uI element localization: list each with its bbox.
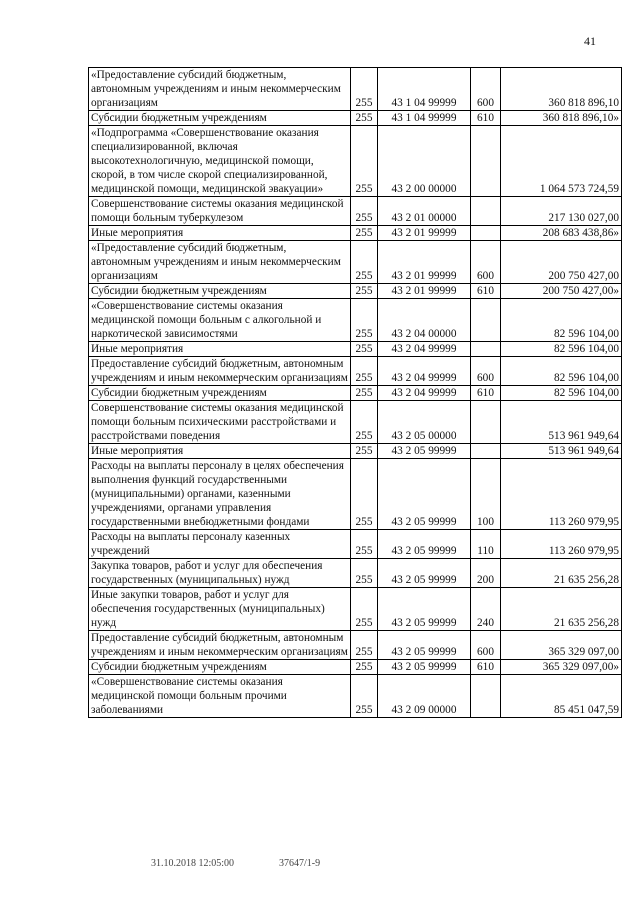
table-row bbox=[89, 68, 622, 111]
table-row bbox=[89, 342, 622, 357]
cell-name: Субсидии бюджетным учреждениям bbox=[89, 386, 351, 401]
table-row bbox=[89, 401, 622, 444]
cell-target-article: 43 2 01 99999 bbox=[378, 241, 471, 284]
cell-ministry-code: 255 bbox=[351, 68, 378, 111]
table-row bbox=[89, 444, 622, 459]
cell-ministry-code: 255 bbox=[351, 111, 378, 126]
cell-target-article: 43 2 05 99999 bbox=[378, 530, 471, 559]
cell-name: Субсидии бюджетным учреждениям bbox=[89, 660, 351, 675]
cell-name: Субсидии бюджетным учреждениям bbox=[89, 284, 351, 299]
table-row bbox=[89, 126, 622, 197]
cell-expense-type: 600 bbox=[471, 241, 501, 284]
cell-target-article: 43 2 01 00000 bbox=[378, 197, 471, 226]
cell-ministry-code: 255 bbox=[351, 631, 378, 660]
cell-name: Иные мероприятия bbox=[89, 444, 351, 459]
cell-ministry-code: 255 bbox=[351, 588, 378, 631]
cell-expense-type: 610 bbox=[471, 284, 501, 299]
cell-amount: 1 064 573 724,59 bbox=[501, 126, 622, 197]
cell-target-article: 43 2 04 00000 bbox=[378, 299, 471, 342]
cell-ministry-code: 255 bbox=[351, 444, 378, 459]
table-row bbox=[89, 675, 622, 718]
cell-ministry-code: 255 bbox=[351, 530, 378, 559]
cell-target-article: 43 2 05 99999 bbox=[378, 588, 471, 631]
table-row bbox=[89, 299, 622, 342]
cell-ministry-code: 255 bbox=[351, 459, 378, 530]
cell-target-article: 43 1 04 99999 bbox=[378, 111, 471, 126]
table-row bbox=[89, 588, 622, 631]
cell-expense-type: 610 bbox=[471, 660, 501, 675]
cell-name: «Совершенствование системы оказания медицинской помощи больным прочими заболеваниями bbox=[89, 675, 351, 718]
cell-expense-type: 600 bbox=[471, 631, 501, 660]
table-row bbox=[89, 226, 622, 241]
cell-expense-type bbox=[471, 675, 501, 718]
cell-expense-type: 100 bbox=[471, 459, 501, 530]
cell-name: «Совершенствование системы оказания медицинской помощи больным с алкогольной и наркотической зависимостями bbox=[89, 299, 351, 342]
cell-ministry-code: 255 bbox=[351, 357, 378, 386]
cell-expense-type: 200 bbox=[471, 559, 501, 588]
cell-expense-type: 600 bbox=[471, 357, 501, 386]
cell-amount: 208 683 438,86» bbox=[501, 226, 622, 241]
cell-amount: 82 596 104,00 bbox=[501, 342, 622, 357]
table-row bbox=[89, 631, 622, 660]
cell-expense-type bbox=[471, 197, 501, 226]
cell-ministry-code: 255 bbox=[351, 299, 378, 342]
cell-expense-type bbox=[471, 299, 501, 342]
cell-expense-type bbox=[471, 401, 501, 444]
footer-doc-code: 37647/1-9 bbox=[279, 858, 321, 869]
cell-name: Иные мероприятия bbox=[89, 226, 351, 241]
cell-target-article: 43 1 04 99999 bbox=[378, 68, 471, 111]
table-row bbox=[89, 530, 622, 559]
cell-expense-type: 110 bbox=[471, 530, 501, 559]
cell-ministry-code: 255 bbox=[351, 401, 378, 444]
cell-target-article: 43 2 01 99999 bbox=[378, 284, 471, 299]
cell-ministry-code: 255 bbox=[351, 342, 378, 357]
cell-target-article: 43 2 09 00000 bbox=[378, 675, 471, 718]
table-row bbox=[89, 197, 622, 226]
cell-amount: 82 596 104,00 bbox=[501, 299, 622, 342]
cell-name: Иные закупки товаров, работ и услуг для обеспечения государственных (муниципальных) нужд bbox=[89, 588, 351, 631]
cell-ministry-code: 255 bbox=[351, 675, 378, 718]
cell-amount: 217 130 027,00 bbox=[501, 197, 622, 226]
cell-amount: 21 635 256,28 bbox=[501, 588, 622, 631]
cell-amount: 113 260 979,95 bbox=[501, 459, 622, 530]
cell-ministry-code: 255 bbox=[351, 226, 378, 241]
table-row bbox=[89, 559, 622, 588]
cell-ministry-code: 255 bbox=[351, 241, 378, 284]
cell-ministry-code: 255 bbox=[351, 126, 378, 197]
cell-amount: 513 961 949,64 bbox=[501, 401, 622, 444]
cell-amount: 21 635 256,28 bbox=[501, 559, 622, 588]
cell-target-article: 43 2 01 99999 bbox=[378, 226, 471, 241]
cell-name: Предоставление субсидий бюджетным, автономным учреждениям и иным некоммерческим организациям bbox=[89, 357, 351, 386]
cell-name: Совершенствование системы оказания медицинской помощи больным психическими расстройствами и расстройствами поведения bbox=[89, 401, 351, 444]
cell-ministry-code: 255 bbox=[351, 386, 378, 401]
cell-ministry-code: 255 bbox=[351, 559, 378, 588]
budget-table-body bbox=[89, 68, 622, 718]
cell-expense-type bbox=[471, 444, 501, 459]
cell-target-article: 43 2 04 99999 bbox=[378, 357, 471, 386]
cell-expense-type: 610 bbox=[471, 111, 501, 126]
cell-name: Расходы на выплаты персоналу казенных учреждений bbox=[89, 530, 351, 559]
cell-ministry-code: 255 bbox=[351, 197, 378, 226]
cell-amount: 365 329 097,00 bbox=[501, 631, 622, 660]
cell-amount: 360 818 896,10» bbox=[501, 111, 622, 126]
cell-amount: 360 818 896,10 bbox=[501, 68, 622, 111]
page-number: 41 bbox=[584, 34, 596, 48]
cell-amount: 82 596 104,00 bbox=[501, 386, 622, 401]
cell-amount: 113 260 979,95 bbox=[501, 530, 622, 559]
cell-name: Предоставление субсидий бюджетным, автономным учреждениям и иным некоммерческим организациям bbox=[89, 631, 351, 660]
cell-target-article: 43 2 05 99999 bbox=[378, 559, 471, 588]
table-row bbox=[89, 459, 622, 530]
cell-name: «Предоставление субсидий бюджетным, автономным учреждениям и иным некоммерческим организациям bbox=[89, 68, 351, 111]
budget-table bbox=[88, 67, 622, 718]
cell-name: Закупка товаров, работ и услуг для обеспечения государственных (муниципальных) нужд bbox=[89, 559, 351, 588]
cell-amount: 200 750 427,00» bbox=[501, 284, 622, 299]
cell-target-article: 43 2 05 99999 bbox=[378, 660, 471, 675]
cell-name: Иные мероприятия bbox=[89, 342, 351, 357]
cell-expense-type: 610 bbox=[471, 386, 501, 401]
footer-timestamp: 31.10.2018 12:05:00 bbox=[151, 858, 235, 869]
cell-ministry-code: 255 bbox=[351, 284, 378, 299]
cell-name: Расходы на выплаты персоналу в целях обеспечения выполнения функций государственными (муниципальными) органами, казенными учреждениями, органами управления государственными внебюджетными фондами bbox=[89, 459, 351, 530]
cell-name: Совершенствование системы оказания медицинской помощи больным туберкулезом bbox=[89, 197, 351, 226]
cell-target-article: 43 2 05 99999 bbox=[378, 444, 471, 459]
cell-name: «Подпрограмма «Совершенствование оказания специализированной, включая высокотехнологичную, медицинской помощи, скорой, в том числе скорой специализированной, медицинской помощи, медицинской эвакуации» bbox=[89, 126, 351, 197]
table-row bbox=[89, 357, 622, 386]
cell-target-article: 43 2 00 00000 bbox=[378, 126, 471, 197]
cell-amount: 82 596 104,00 bbox=[501, 357, 622, 386]
cell-expense-type bbox=[471, 126, 501, 197]
table-row bbox=[89, 241, 622, 284]
cell-expense-type bbox=[471, 226, 501, 241]
table-row bbox=[89, 660, 622, 675]
table-row bbox=[89, 386, 622, 401]
table-row bbox=[89, 111, 622, 126]
cell-expense-type: 240 bbox=[471, 588, 501, 631]
cell-amount: 365 329 097,00» bbox=[501, 660, 622, 675]
cell-target-article: 43 2 05 99999 bbox=[378, 631, 471, 660]
cell-target-article: 43 2 04 99999 bbox=[378, 386, 471, 401]
cell-ministry-code: 255 bbox=[351, 660, 378, 675]
cell-amount: 85 451 047,59 bbox=[501, 675, 622, 718]
cell-target-article: 43 2 05 99999 bbox=[378, 459, 471, 530]
cell-target-article: 43 2 05 00000 bbox=[378, 401, 471, 444]
cell-amount: 200 750 427,00 bbox=[501, 241, 622, 284]
table-row bbox=[89, 284, 622, 299]
cell-expense-type: 600 bbox=[471, 68, 501, 111]
cell-expense-type bbox=[471, 342, 501, 357]
cell-name: «Предоставление субсидий бюджетным, автономным учреждениям и иным некоммерческим организациям bbox=[89, 241, 351, 284]
cell-amount: 513 961 949,64 bbox=[501, 444, 622, 459]
cell-target-article: 43 2 04 99999 bbox=[378, 342, 471, 357]
cell-name: Субсидии бюджетным учреждениям bbox=[89, 111, 351, 126]
